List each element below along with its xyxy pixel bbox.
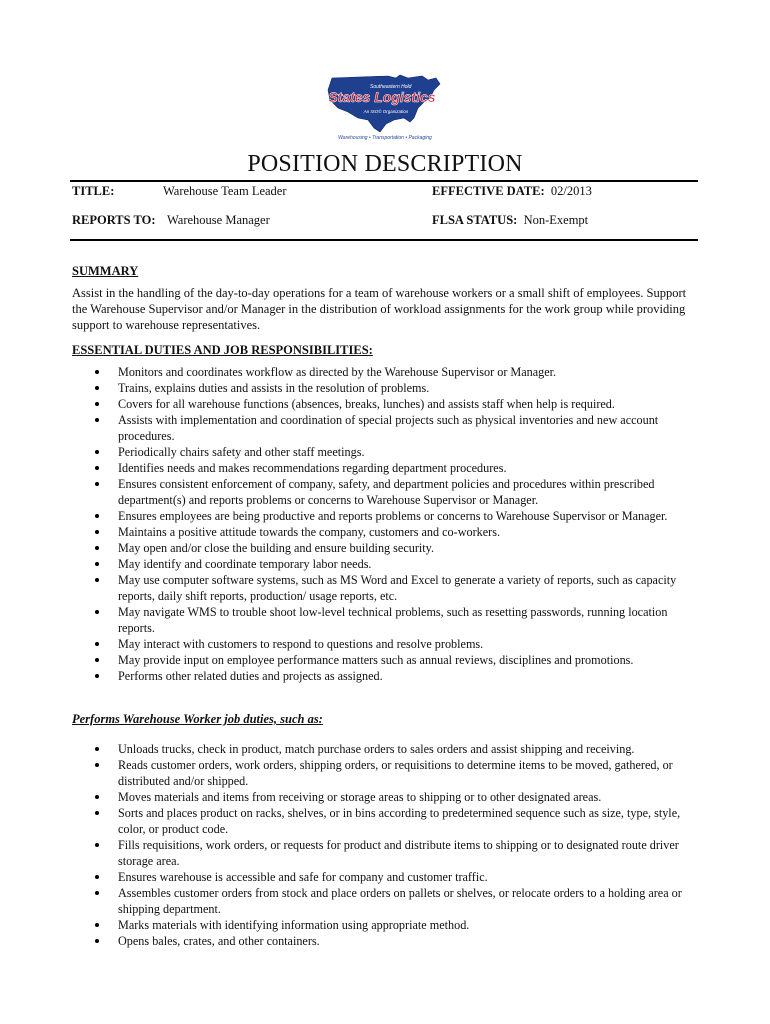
list-item-text: Ensures warehouse is accessible and safe for company and customer traffic. [118, 870, 488, 884]
list-item [72, 364, 700, 380]
bullet-icon [95, 578, 99, 582]
list-item [72, 805, 700, 837]
list-item [72, 837, 700, 869]
bullet-icon [95, 402, 99, 406]
flsa-status: FLSA STATUS: Non-Exempt [432, 213, 589, 227]
list-item-text: Fills requisitions, work orders, or requests for product and distribute items to shipping or to designated route driver storage area. [118, 838, 679, 868]
list-item [72, 757, 700, 789]
list-item [72, 789, 700, 805]
logo-name: States Logistics [328, 89, 436, 105]
reports-to-label: REPORTS TO: [72, 213, 156, 227]
effective-date: EFFECTIVE DATE: 02/2013 [432, 184, 592, 198]
bullet-icon [95, 658, 99, 662]
list-item [72, 540, 700, 556]
bullet-icon [95, 562, 99, 566]
worker-duties-heading: Performs Warehouse Worker job duties, such as: [72, 712, 323, 726]
list-item [72, 741, 700, 757]
us-map-logo-icon [318, 72, 452, 144]
effective-date-value: 02/2013 [550, 184, 592, 198]
list-item [72, 380, 700, 396]
list-item [72, 636, 700, 652]
title-divider [70, 180, 698, 182]
list-item-text: Performs other related duties and projects as assigned. [118, 669, 383, 683]
logo-line1: Southeastern Hold [370, 84, 412, 90]
list-item [72, 396, 700, 412]
list-item [72, 476, 700, 508]
list-item [72, 933, 700, 949]
list-item [72, 917, 700, 933]
summary-heading: SUMMARY [72, 264, 139, 278]
list-item-text: Maintains a positive attitude towards the company, customers and co-workers. [118, 525, 501, 539]
list-item-text: Marks materials with identifying information using appropriate method. [118, 918, 470, 932]
list-item-text: Assembles customer orders from stock and place orders on pallets or shelves, or relocate orders to a holding area or shipping department. [118, 886, 682, 916]
list-item [72, 460, 700, 476]
title-value: Warehouse Team Leader [163, 184, 287, 198]
bullet-icon [95, 891, 99, 895]
list-item [72, 604, 700, 636]
list-item-text: Covers for all warehouse functions (absences, breaks, lunches) and assists staff when help is required. [118, 397, 615, 411]
list-item-text: Periodically chairs safety and other staff meetings. [118, 445, 365, 459]
bullet-icon [95, 386, 99, 390]
bullet-icon [95, 642, 99, 646]
list-item [72, 652, 700, 668]
reports-to-value: Warehouse Manager [167, 213, 270, 227]
bullet-icon [95, 747, 99, 751]
list-item [72, 412, 700, 444]
logo-line3: An ISO© Organization [363, 109, 409, 114]
list-item-text: May identify and coordinate temporary labor needs. [118, 557, 372, 571]
list-item-text: Sorts and places product on racks, shelves, or in bins according to predetermined sequence such as size, type, style, color, or product code. [118, 806, 681, 836]
list-item-text: Opens bales, crates, and other containers. [118, 934, 320, 948]
bullet-icon [95, 795, 99, 799]
bullet-icon [95, 514, 99, 518]
list-item-text: Unloads trucks, check in product, match purchase orders to sales orders and assist shipping and receiving. [118, 742, 635, 756]
summary-text: Assist in the handling of the day-to-day operations for a team of warehouse workers or a small shift of employees. Support the Warehouse Supervisor and/or Manager in the distribution of workload assignments for the work group while providing support to warehouse representatives. [72, 286, 687, 332]
bullet-icon [95, 466, 99, 470]
page-title: POSITION DESCRIPTION [247, 151, 523, 177]
list-item-text: Assists with implementation and coordination of special projects such as physical inventories and new account procedures. [118, 413, 659, 443]
list-item [72, 869, 700, 885]
worker-duties-list [72, 741, 700, 949]
list-item-text: Moves materials and items from receiving or storage areas to shipping or to other designated areas. [118, 790, 602, 804]
list-item-text: Ensures consistent enforcement of company, safety, and department policies and procedures within prescribed department(s) and reports problems or concerns to Warehouse Supervisor or Manager. [118, 477, 655, 507]
bullet-icon [95, 530, 99, 534]
list-item-text: Monitors and coordinates workflow as directed by the Warehouse Supervisor or Manager. [118, 365, 557, 379]
list-item-text: May interact with customers to respond to questions and resolve problems. [118, 637, 484, 651]
bullet-icon [95, 370, 99, 374]
duties-list [72, 364, 700, 684]
list-item [72, 885, 700, 917]
bullet-icon [95, 939, 99, 943]
meta-divider [70, 239, 698, 241]
bullet-icon [95, 610, 99, 614]
list-item [72, 556, 700, 572]
list-item [72, 508, 700, 524]
flsa-status-value: Non-Exempt [523, 213, 589, 227]
bullet-icon [95, 811, 99, 815]
bullet-icon [95, 450, 99, 454]
bullet-icon [95, 763, 99, 767]
company-logo [318, 72, 452, 144]
list-item-text: Trains, explains duties and assists in the resolution of problems. [118, 381, 430, 395]
list-item-text: May open and/or close the building and ensure building security. [118, 541, 435, 555]
bullet-icon [95, 546, 99, 550]
list-item [72, 668, 700, 684]
list-item [72, 444, 700, 460]
bullet-icon [95, 674, 99, 678]
list-item [72, 524, 700, 540]
bullet-icon [95, 482, 99, 486]
list-item-text: Reads customer orders, work orders, shipping orders, or requisitions to determine items to be moved, gathered, or distributed and/or shipped. [118, 758, 673, 788]
bullet-icon [95, 843, 99, 847]
list-item [72, 572, 700, 604]
list-item-text: Identifies needs and makes recommendations regarding department procedures. [118, 461, 507, 475]
bullet-icon [95, 418, 99, 422]
logo-tagline: Warehousing • Transportation • Packaging [338, 135, 432, 141]
title-label: TITLE: [72, 184, 115, 198]
list-item-text: May navigate WMS to trouble shoot low-level technical problems, such as resetting passwords, running location reports. [118, 605, 668, 635]
bullet-icon [95, 875, 99, 879]
duties-heading: ESSENTIAL DUTIES AND JOB RESPONSIBILITIES: [72, 343, 373, 357]
list-item-text: May provide input on employee performance matters such as annual reviews, disciplines and promotions. [118, 653, 634, 667]
bullet-icon [95, 923, 99, 927]
list-item-text: Ensures employees are being productive and reports problems or concerns to Warehouse Supervisor or Manager. [118, 509, 668, 523]
list-item-text: May use computer software systems, such as MS Word and Excel to generate a variety of reports, such as capacity reports, daily shift reports, production/ usage reports, etc. [118, 573, 677, 603]
